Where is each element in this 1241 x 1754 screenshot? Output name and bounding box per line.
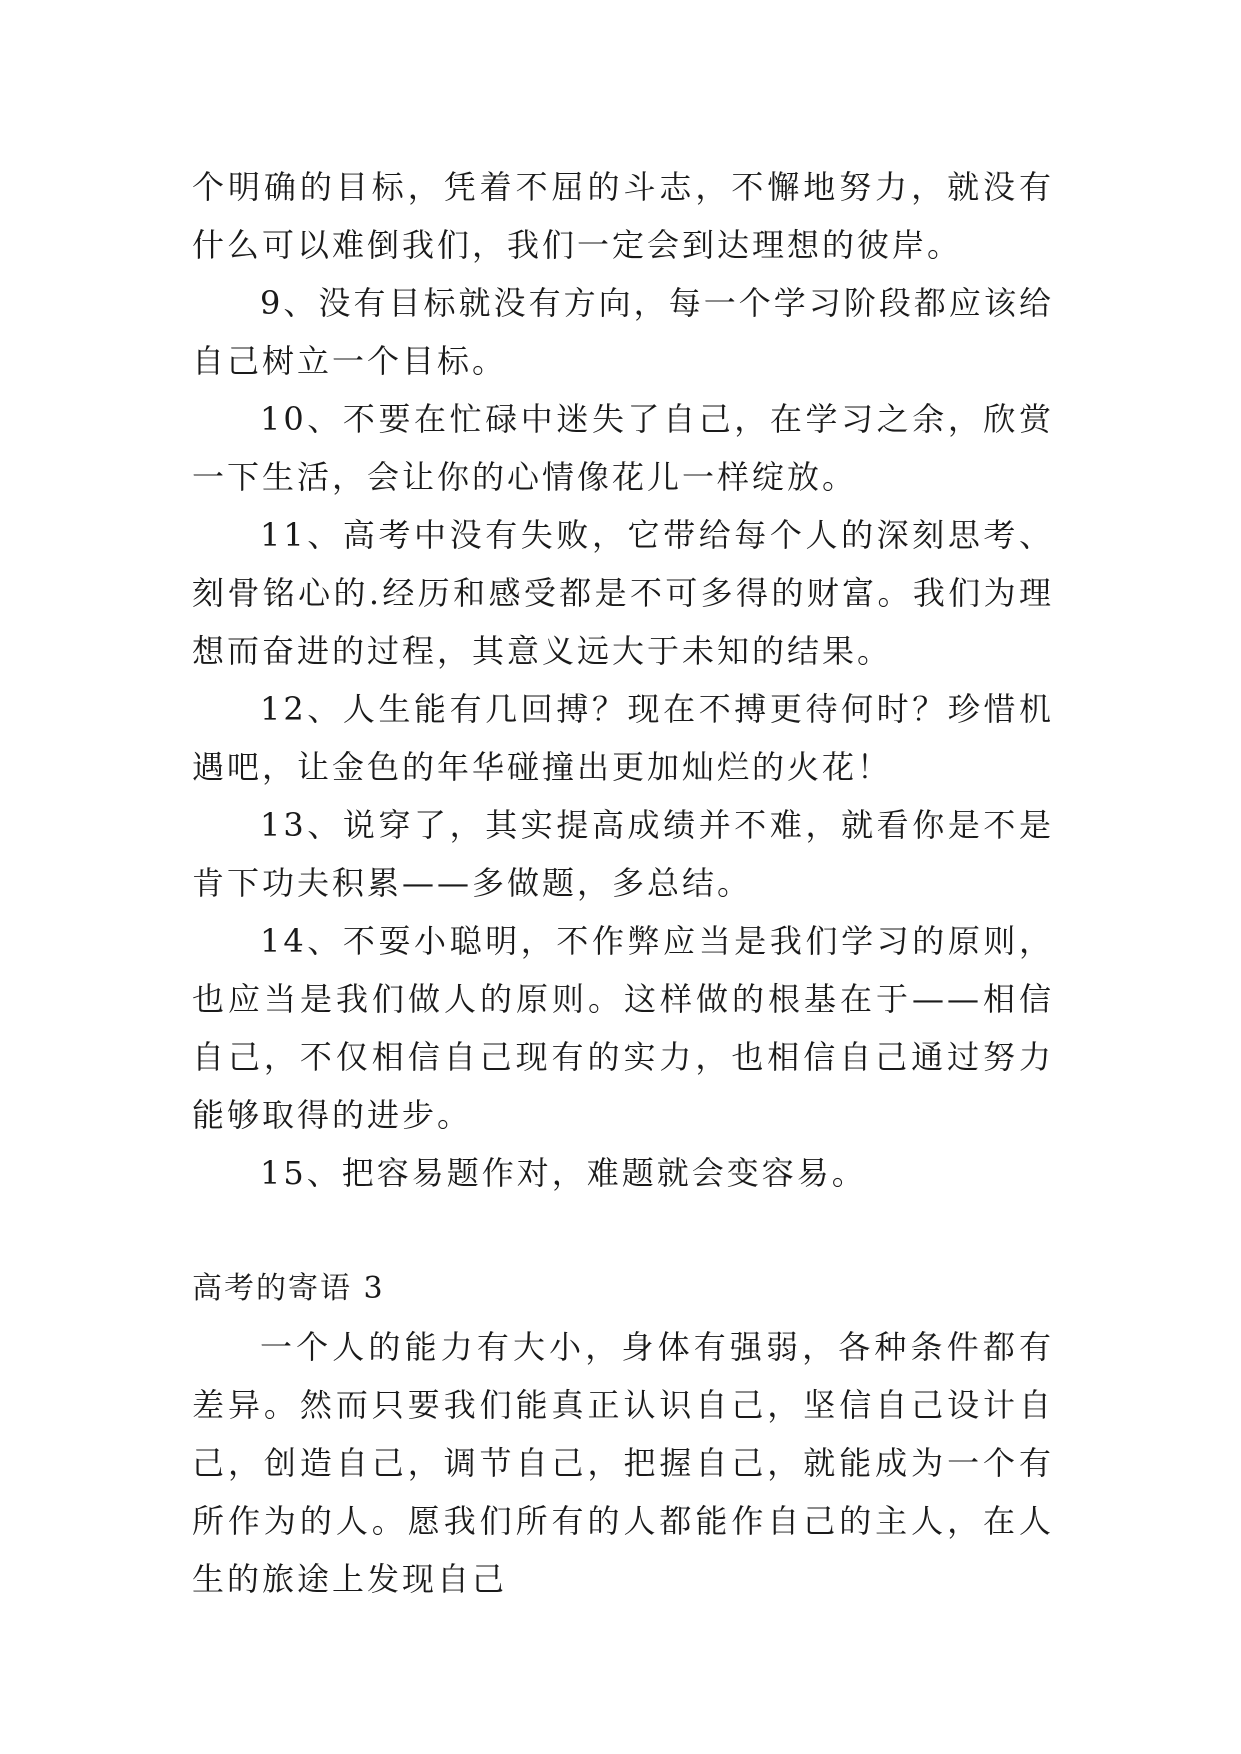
paragraph-item-11: 11、高考中没有失败，它带给每个人的深刻思考、刻骨铭心的.经历和感受都是不可多得的财富。我们为理想而奋进的过程，其意义远大于未知的结果。 [192,516,1054,670]
section-title: 高考的寄语 3 [192,1271,385,1306]
paragraph-item-12: 12、人生能有几回搏？现在不搏更待何时？珍惜机遇吧，让金色的年华碰撞出更加灿烂的火花！ [192,690,1054,786]
paragraph-item-15: 15、把容易题作对，难题就会变容易。 [260,1154,867,1192]
paragraph-continuation: 个明确的目标，凭着不屈的斗志，不懈地努力，就没有什么可以难倒我们，我们一定会到达理想的彼岸。 [192,168,1054,264]
paragraph-item-13: 13、说穿了，其实提高成绩并不难，就看你是不是肯下功夫积累——多做题，多总结。 [192,806,1054,902]
paragraph-item-9: 9、没有目标就没有方向，每一个学习阶段都应该给自己树立一个目标。 [192,284,1054,380]
section-3-paragraph: 一个人的能力有大小，身体有强弱，各种条件都有差异。然而只要我们能真正认识自己，坚信自己设计自己，创造自己，调节自己，把握自己，就能成为一个有所作为的人。愿我们所有的人都能作自己的主人，在人生的旅途上发现自己 [192,1328,1054,1598]
paragraph-item-14: 14、不耍小聪明，不作弊应当是我们学习的原则，也应当是我们做人的原则。这样做的根基在于——相信自己，不仅相信自己现有的实力，也相信自己通过努力能够取得的进步。 [192,922,1054,1134]
document-body [192,158,1054,1608]
paragraph-item-10: 10、不要在忙碌中迷失了自己，在学习之余，欣赏一下生活，会让你的心情像花儿一样绽放。 [192,400,1054,496]
section-gap [192,1202,1054,1260]
